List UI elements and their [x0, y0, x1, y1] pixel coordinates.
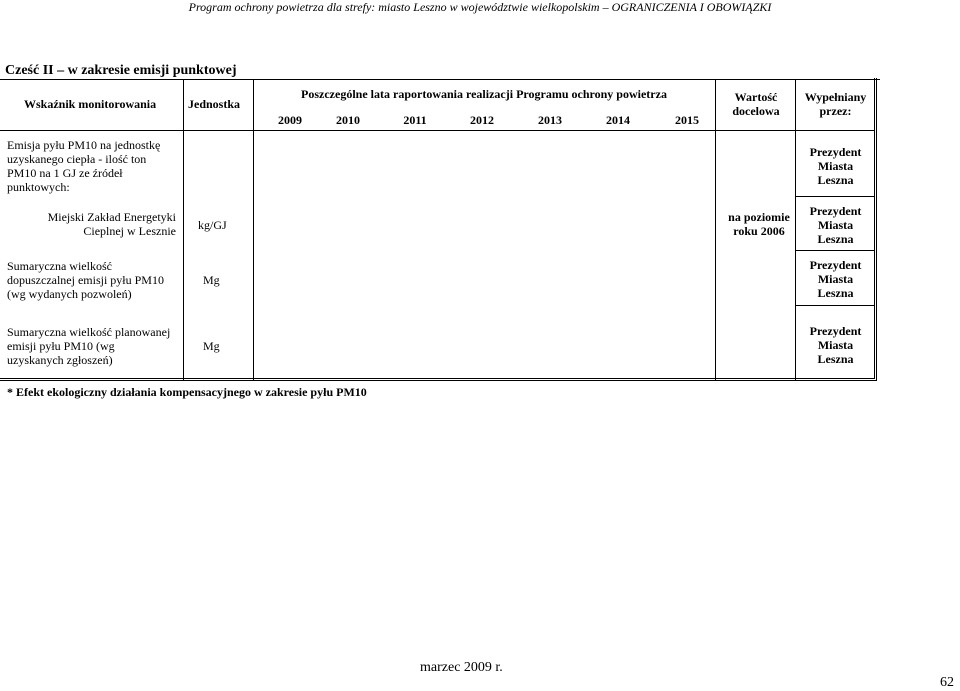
year-cell: 2010 [336, 113, 360, 127]
running-header: Program ochrony powietrza dla strefy: miasto Leszno w województwie wielkopolskim – OGRANICZENIA I OBOWIĄZKI [188, 0, 772, 14]
unit-cell: Mg [203, 339, 220, 353]
col-header-years: Poszczególne lata raportowania realizacji Programu ochrony powietrza [301, 87, 667, 101]
year-cell: 2009 [278, 113, 302, 127]
target-cell: na poziomie roku 2006 [728, 210, 790, 238]
year-cell: 2011 [403, 113, 427, 127]
grid-line [253, 80, 254, 380]
filled-by-cell: Prezydent Miasta Leszna [809, 324, 862, 366]
grid-line [0, 130, 875, 131]
row-label: Emisja pyłu PM10 na jednostkę uzyskanego ciepła - ilość ton PM10 na 1 GJ ze źródeł punktowych: [7, 138, 161, 194]
row-label: Sumaryczna wielkość dopuszczalnej emisji pyłu PM10 (wg wydanych pozwoleń) [7, 259, 164, 301]
filled-by-cell: Prezydent Miasta Leszna [809, 258, 862, 300]
filled-by-cell: Prezydent Miasta Leszna [809, 204, 862, 246]
section-title: Cześć II – w zakresie emisji punktowej [5, 63, 237, 78]
row-label: Miejski Zakład Energetyki Cieplnej w Lesznie [47, 210, 176, 238]
footer-date: marzec 2009 r. [420, 660, 503, 675]
grid-line [795, 196, 875, 197]
col-header-unit: Jednostka [188, 97, 241, 111]
filled-by-cell: Prezydent Miasta Leszna [809, 145, 862, 187]
grid-line [795, 250, 875, 251]
year-cell: 2014 [606, 113, 630, 127]
unit-cell: Mg [203, 273, 220, 287]
col-header-filled-by: Wypełniany przez: [804, 90, 867, 118]
col-header-target: Wartość docelowa [732, 90, 780, 118]
col-header-indicator: Wskaźnik monitorowania [24, 97, 157, 111]
page-number: 62 [940, 675, 954, 690]
grid-line [715, 80, 716, 380]
row-label: Sumaryczna wielkość planowanej emisji pyłu PM10 (wg uzyskanych zgłoszeń) [7, 325, 171, 367]
year-cell: 2015 [675, 113, 699, 127]
footnote: * Efekt ekologiczny działania kompensacyjnego w zakresie pyłu PM10 [7, 385, 367, 399]
grid-line [795, 305, 875, 306]
year-cell: 2013 [538, 113, 562, 127]
unit-cell: kg/GJ [198, 218, 227, 232]
year-cell: 2012 [470, 113, 494, 127]
